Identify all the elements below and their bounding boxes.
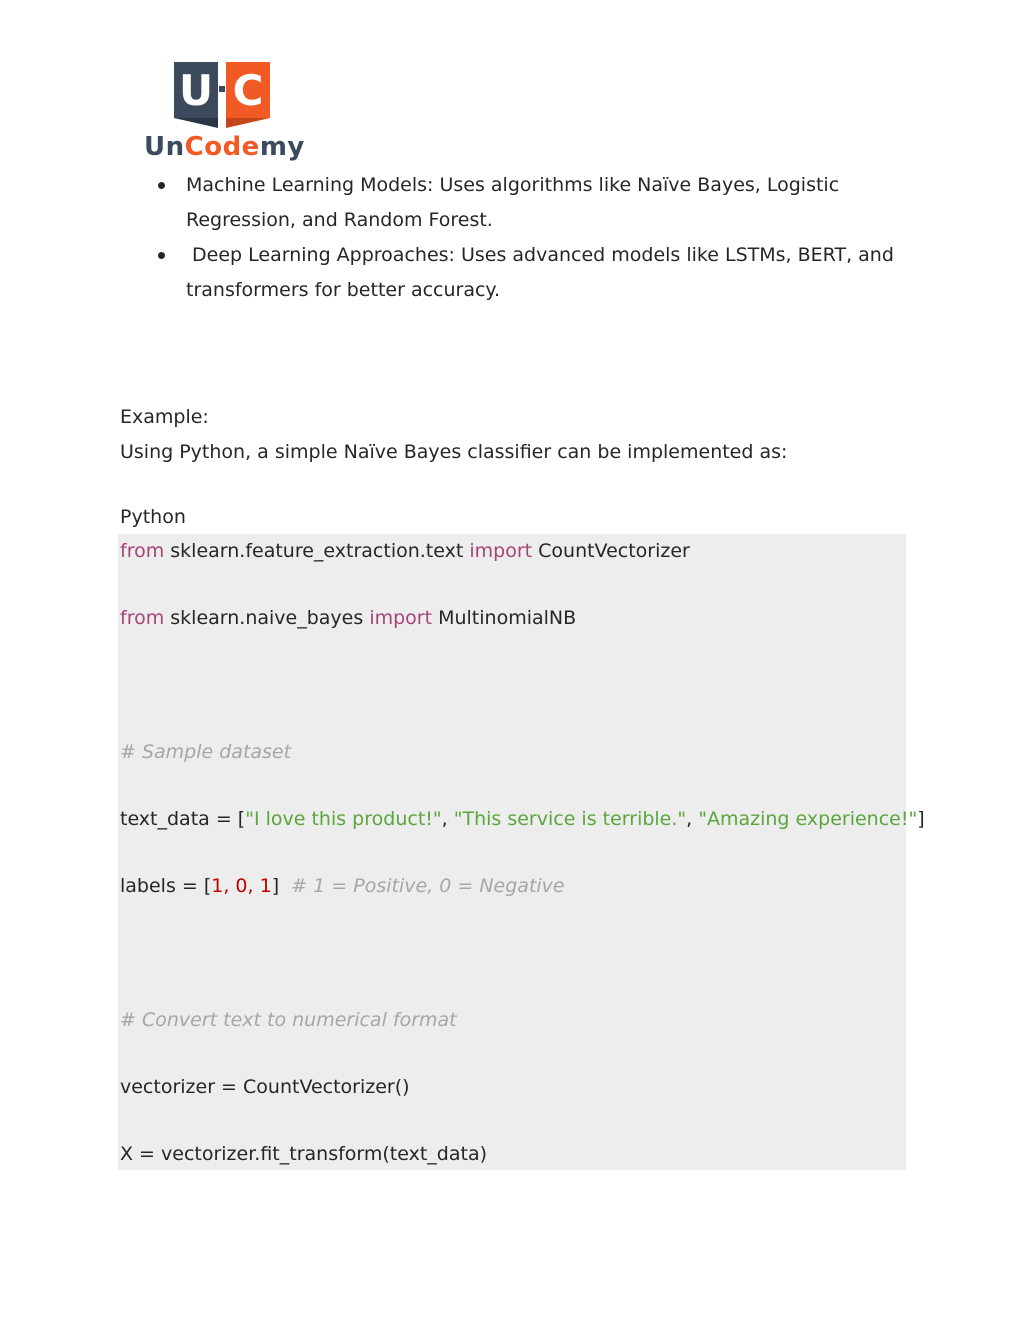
code-string: "Amazing experience!": [698, 808, 918, 830]
code-text: text_data = [: [120, 808, 246, 830]
code-text: ,: [441, 808, 454, 830]
code-string: "This service is terrible.": [453, 808, 687, 830]
code-number: 1, 0, 1: [211, 875, 272, 897]
code-keyword: import: [469, 540, 533, 562]
code-text: ]: [271, 875, 292, 897]
code-module: sklearn.naive_bayes: [164, 607, 370, 629]
bullet-text-line: Deep Learning Approaches: Uses advanced models like LSTMs, BERT, and: [186, 244, 894, 266]
code-line: X = vectorizer.fit_transform(text_data): [120, 1143, 488, 1165]
logo-mark-u: U: [174, 62, 218, 118]
code-comment: # Sample dataset: [120, 741, 292, 763]
logo-word-part3: my: [259, 132, 305, 162]
list-item: [150, 168, 870, 238]
example-text: Using Python, a simple Naïve Bayes classifier can be implemented as:: [120, 441, 788, 463]
code-keyword: import: [369, 607, 433, 629]
code-text: ,: [686, 808, 699, 830]
bullet-list: [150, 168, 894, 308]
code-line: [120, 601, 576, 636]
code-language-label: Python: [120, 506, 186, 528]
code-line: vectorizer = CountVectorizer(): [120, 1076, 410, 1098]
code-module: sklearn.feature_extraction.text: [164, 540, 470, 562]
logo-mark-dot: [219, 86, 225, 92]
logo-word-part1: Un: [144, 132, 185, 162]
code-name: MultinomialNB: [432, 607, 577, 629]
bullet-text-line: Machine Learning Models: Uses algorithms like Naïve Bayes, Logistic: [186, 174, 840, 196]
code-comment: # Convert text to numerical format: [120, 1009, 457, 1031]
bullet-icon: [158, 252, 165, 259]
code-text: labels = [: [120, 875, 212, 897]
code-text: ]: [917, 808, 925, 830]
code-line: [120, 534, 690, 569]
code-line: [120, 869, 565, 904]
uncodemy-logo: [144, 60, 304, 164]
logo-mark-c: C: [226, 62, 270, 118]
bullet-text-line: Regression, and Random Forest.: [186, 209, 493, 231]
code-line: [120, 802, 925, 837]
example-heading: Example:: [120, 406, 209, 428]
logo-word-part2: Code: [184, 132, 260, 162]
list-item: [150, 238, 894, 308]
code-string: "I love this product!": [245, 808, 442, 830]
logo-wordmark: [144, 132, 305, 162]
bullet-text-line: transformers for better accuracy.: [186, 279, 500, 301]
bullet-icon: [158, 182, 165, 189]
code-name: CountVectorizer: [532, 540, 690, 562]
code-block: [118, 534, 925, 1170]
logo-fold-shape: [174, 118, 270, 128]
code-keyword: from: [120, 540, 165, 562]
code-comment: # 1 = Positive, 0 = Negative: [291, 875, 565, 897]
code-keyword: from: [120, 607, 165, 629]
